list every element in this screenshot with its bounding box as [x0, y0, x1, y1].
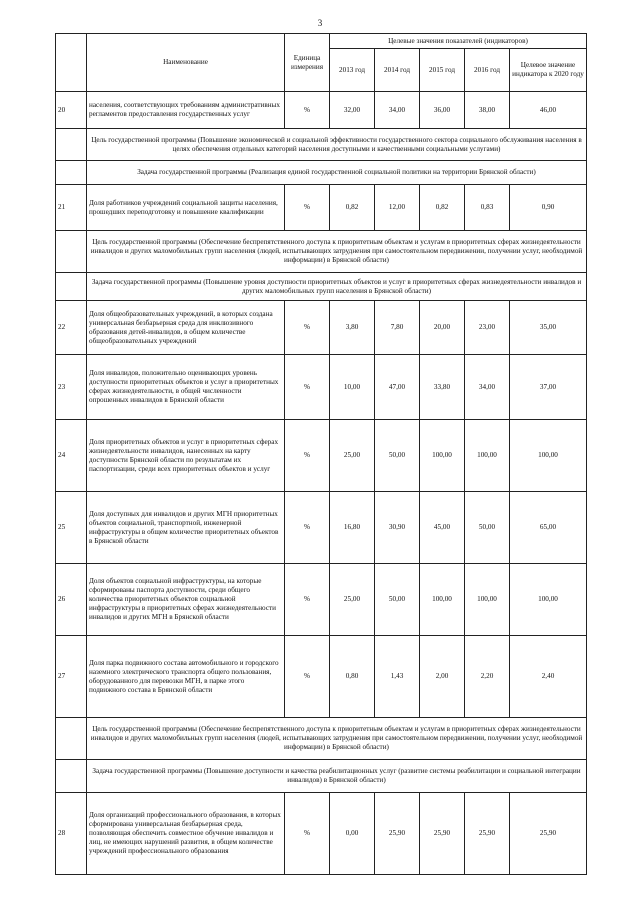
value-2014: 50,00	[375, 564, 420, 636]
value-2014: 12,00	[375, 185, 420, 231]
value-2015: 25,90	[420, 793, 465, 875]
table-row	[56, 636, 587, 718]
empty-num-cell	[56, 273, 87, 301]
value-2015: 36,00	[420, 92, 465, 129]
program-goal: Цель государственной программы (Обеспечение беспрепятственного доступа к приоритетным объектам и услугам в приоритетных сферах жизнедеятельности инвалидов и других маломобильных групп населения (людей, испытывающих затруднения при самостоятельном передвижении, получении услуг, необходимой информации) в Брянской области)	[87, 718, 587, 760]
indicator-unit: %	[285, 301, 330, 355]
value-2016: 2,20	[465, 636, 510, 718]
value-2014: 7,80	[375, 301, 420, 355]
program-goal: Цель государственной программы (Повышение экономической и социальной эффективности государственного сектора социального обслуживания населения в целях обеспечения отдельных категорий населения доступными и качественными социальными услугами)	[87, 129, 587, 161]
indicator-name: Доля работников учреждений социальной защиты населения, прошедших переподготовку и повышение квалификации	[87, 185, 285, 231]
indicator-name: Доля инвалидов, положительно оценивающих уровень доступности приоритетных объектов и услуг в приоритетных сферах жизнедеятельности, в общей численности опрошенных инвалидов в Брянской области	[87, 355, 285, 420]
value-2014: 25,90	[375, 793, 420, 875]
empty-num-cell	[56, 718, 87, 760]
value-2015: 20,00	[420, 301, 465, 355]
header-num-cell	[56, 34, 87, 92]
indicator-unit: %	[285, 492, 330, 564]
indicator-name: Доля объектов социальной инфраструктуры, на которые сформированы паспорта доступности, среди общего количества приоритетных объектов социальной инфраструктуры в приоритетных сферах жизнедеятельности инвалидов и других МГН в Брянской области	[87, 564, 285, 636]
program-task: Задача государственной программы (Повышение уровня доступности приоритетных объектов и услуг в приоритетных сферах жизнедеятельности инвалидов и других маломобильных групп населения в Брянской области)	[87, 273, 587, 301]
value-2016: 100,00	[465, 420, 510, 492]
row-number: 25	[56, 492, 87, 564]
value-2016: 25,90	[465, 793, 510, 875]
row-number: 24	[56, 420, 87, 492]
value-2015: 0,82	[420, 185, 465, 231]
value-2020: 46,00	[510, 92, 587, 129]
value-2014: 1,43	[375, 636, 420, 718]
value-2020: 65,00	[510, 492, 587, 564]
empty-num-cell	[56, 129, 87, 161]
value-2015: 100,00	[420, 420, 465, 492]
indicator-name: Доля приоритетных объектов и услуг в приоритетных сферах жизнедеятельности инвалидов, нанесенных на карту доступности Брянской области по результатам их паспортизации, среди всех приоритетных объектов и услуг	[87, 420, 285, 492]
indicator-name: Доля доступных для инвалидов и других МГН приоритетных объектов социальной, транспортной, инженерной инфраструктуры в общем количестве приоритетных объектов в Брянской области	[87, 492, 285, 564]
program-task: Задача государственной программы (Повышение доступности и качества реабилитационных услуг (развитие системы реабилитации и социальной интеграции инвалидов) в Брянской области)	[87, 760, 587, 793]
indicator-name: Доля общеобразовательных учреждений, в которых создана универсальная безбарьерная среда для инклюзивного образования детей-инвалидов, в общем количестве общеобразовательных учреждений	[87, 301, 285, 355]
value-2020: 100,00	[510, 564, 587, 636]
program-task: Задача государственной программы (Реализация единой государственной социальной политики на территории Брянской области)	[87, 161, 587, 185]
value-2015: 2,00	[420, 636, 465, 718]
value-2015: 45,00	[420, 492, 465, 564]
value-2014: 47,00	[375, 355, 420, 420]
row-number: 22	[56, 301, 87, 355]
table-row	[56, 355, 587, 420]
table-row	[56, 793, 587, 875]
value-2016: 50,00	[465, 492, 510, 564]
header-year-2014: 2014 год	[375, 49, 420, 92]
indicator-name: населения, соответствующих требованиям административных регламентов предоставления государственных услуг	[87, 92, 285, 129]
value-2013: 0,00	[330, 793, 375, 875]
indicator-unit: %	[285, 185, 330, 231]
table-row	[56, 492, 587, 564]
value-2020: 37,00	[510, 355, 587, 420]
table-row	[56, 564, 587, 636]
empty-num-cell	[56, 760, 87, 793]
header-name: Наименование	[87, 34, 285, 92]
indicator-unit: %	[285, 92, 330, 129]
value-2020: 2,40	[510, 636, 587, 718]
empty-num-cell	[56, 231, 87, 273]
value-2015: 33,80	[420, 355, 465, 420]
value-2013: 0,82	[330, 185, 375, 231]
value-2014: 50,00	[375, 420, 420, 492]
value-2013: 0,80	[330, 636, 375, 718]
value-2020: 100,00	[510, 420, 587, 492]
value-2016: 0,83	[465, 185, 510, 231]
indicator-unit: %	[285, 793, 330, 875]
value-2016: 100,00	[465, 564, 510, 636]
header-target-values: Целевые значения показателей (индикаторов)	[330, 34, 587, 49]
table-row	[56, 420, 587, 492]
value-2020: 35,00	[510, 301, 587, 355]
header-unit: Единица измерения	[285, 34, 330, 92]
program-goal: Цель государственной программы (Обеспечение беспрепятственного доступа к приоритетным объектам и услугам в приоритетных сферах жизнедеятельности инвалидов и других маломобильных групп населения (людей, испытывающих затруднения при самостоятельном передвижении, получении услуг, необходимой информации) в Брянской области)	[87, 231, 587, 273]
value-2015: 100,00	[420, 564, 465, 636]
row-number: 27	[56, 636, 87, 718]
value-2013: 25,00	[330, 564, 375, 636]
indicator-unit: %	[285, 420, 330, 492]
indicator-name: Доля парка подвижного состава автомобильного и городского наземного электрического транспорта общего пользования, оборудованного для перевозки МГН, в парке этого подвижного состава в Брянской области	[87, 636, 285, 718]
value-2016: 38,00	[465, 92, 510, 129]
table-row	[56, 301, 587, 355]
table-row	[56, 185, 587, 231]
value-2014: 34,00	[375, 92, 420, 129]
empty-num-cell	[56, 161, 87, 185]
value-2016: 34,00	[465, 355, 510, 420]
header-year-2015: 2015 год	[420, 49, 465, 92]
value-2020: 0,90	[510, 185, 587, 231]
row-number: 21	[56, 185, 87, 231]
row-number: 26	[56, 564, 87, 636]
value-2020: 25,90	[510, 793, 587, 875]
indicator-unit: %	[285, 355, 330, 420]
header-year-2016: 2016 год	[465, 49, 510, 92]
table-row	[56, 92, 587, 129]
value-2013: 16,80	[330, 492, 375, 564]
value-2014: 30,90	[375, 492, 420, 564]
row-number: 28	[56, 793, 87, 875]
indicator-unit: %	[285, 564, 330, 636]
row-number: 20	[56, 92, 87, 129]
row-number: 23	[56, 355, 87, 420]
value-2013: 32,00	[330, 92, 375, 129]
value-2016: 23,00	[465, 301, 510, 355]
header-final-target: Целевое значение индикатора к 2020 году	[510, 49, 587, 92]
value-2013: 3,80	[330, 301, 375, 355]
header-year-2013: 2013 год	[330, 49, 375, 92]
indicator-unit: %	[285, 636, 330, 718]
page-number: 3	[317, 18, 323, 28]
indicators-table	[55, 33, 587, 875]
indicator-name: Доля организаций профессионального образования, в которых сформирована универсальная безбарьерная среда, позволяющая обеспечить совместное обучение инвалидов и лиц, не имеющих нарушений развития, в общем количестве учреждений профессионального образования	[87, 793, 285, 875]
value-2013: 25,00	[330, 420, 375, 492]
value-2013: 10,00	[330, 355, 375, 420]
